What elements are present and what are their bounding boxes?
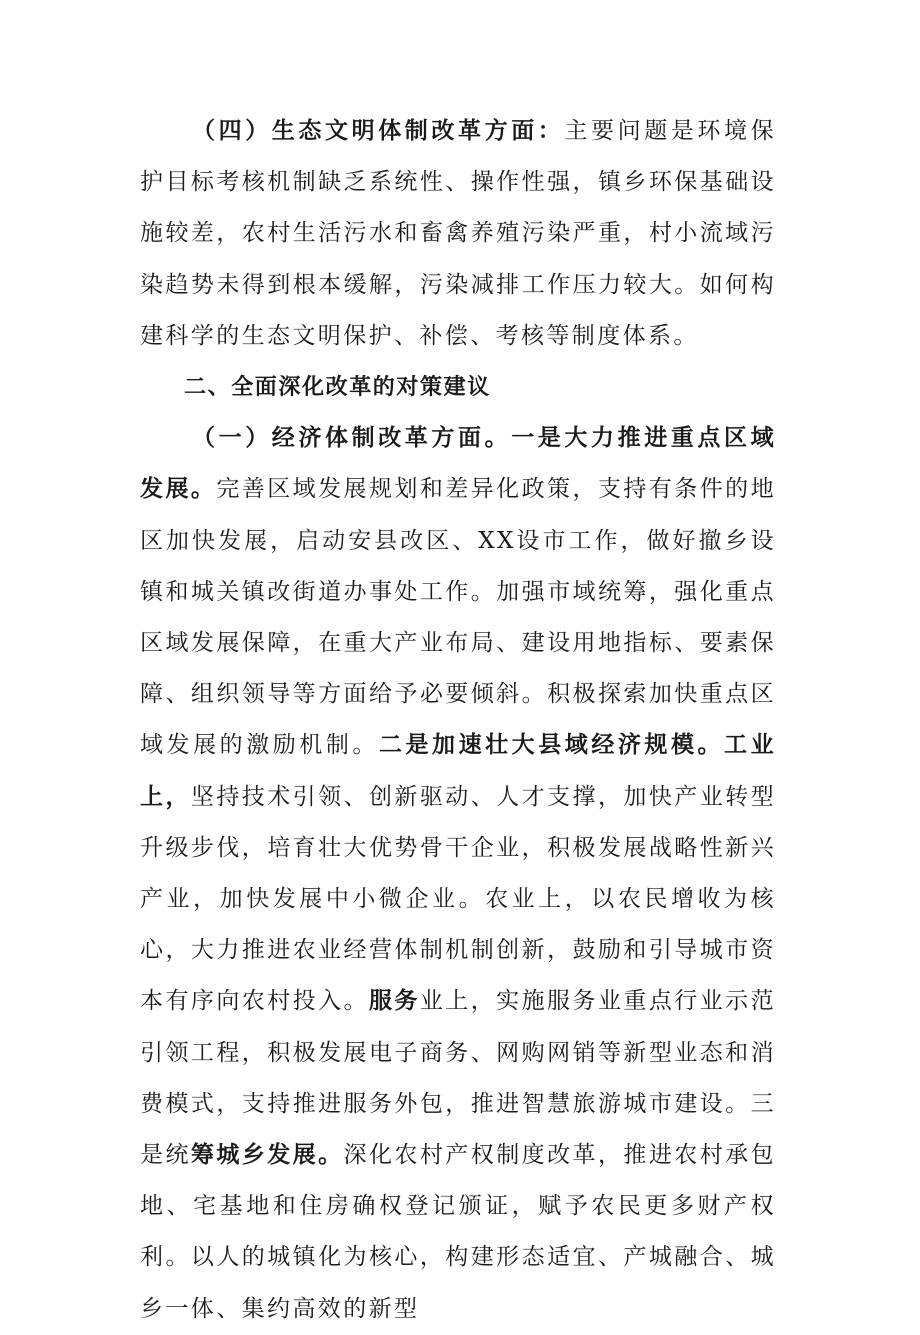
- bold-phrase: 筹城乡发展。: [190, 1142, 344, 1169]
- paragraph-ecological-reform: [140, 106, 776, 362]
- paragraph-text: 主要问题是环境保护目标考核机制缺乏系统性、操作性强，镇乡环保基础设施较差，农村生活污水和畜禽养殖污染严重，村小流域污染趋势未得到根本缓解，污染减排工作压力较大。如何构建科学的生态文明保护、补偿、考核等制度体系。: [140, 118, 777, 349]
- paragraph-text: 业上，实施服务业重点行业示范引领工程，积极发展电子商务、网购网销等新型业态和消费模式，支持推进服务外包，推进智慧旅游城市建设。三是统: [140, 988, 776, 1169]
- paragraph-text: 深化农村产权制度改革，推进农村承包地、宅基地和住房确权登记颁证，赋予农民更多财产权利。以人的城镇化为核心，构建形态适宜、产城融合、城乡一体、集约高效的新型: [140, 1142, 776, 1322]
- bold-phrase: 服务: [368, 988, 420, 1015]
- bold-phrase: 二是加速壮大县域经济规模。工业上，: [140, 732, 777, 810]
- paragraph-economic-reform: [140, 413, 776, 1335]
- section-heading: 二、全面深化改革的对策建议: [184, 375, 491, 401]
- paragraph-lead-bold: （一）经济体制改革方面。一是大力推进重点区域发展。: [140, 425, 776, 503]
- document-page: [140, 106, 776, 1335]
- paragraph-text: 完善区域发展规划和差异化政策，支持有条件的地区加快发展，启动安县改区、XX设市工作，做好撤乡设镇和城关镇改街道办事处工作。加强市域统筹，强化重点区域发展保障，在重大产业布局、建设用地指标、要素保障、组织领导等方面给予必要倾斜。积极探索加快重点区域发展的激励机制。: [140, 476, 776, 759]
- paragraph-text: 坚持技术引领、创新驱动、人才支撑，加快产业转型升级步伐，培育壮大优势骨干企业，积极发展战略性新兴产业，加快发展中小微企业。农业上，以农民增收为核心，大力推进农业经营体制机制创新，鼓励和引导城市资本有序向农村投入。: [140, 783, 776, 1015]
- paragraph-lead-bold: （四）生态文明体制改革方面：: [192, 118, 565, 144]
